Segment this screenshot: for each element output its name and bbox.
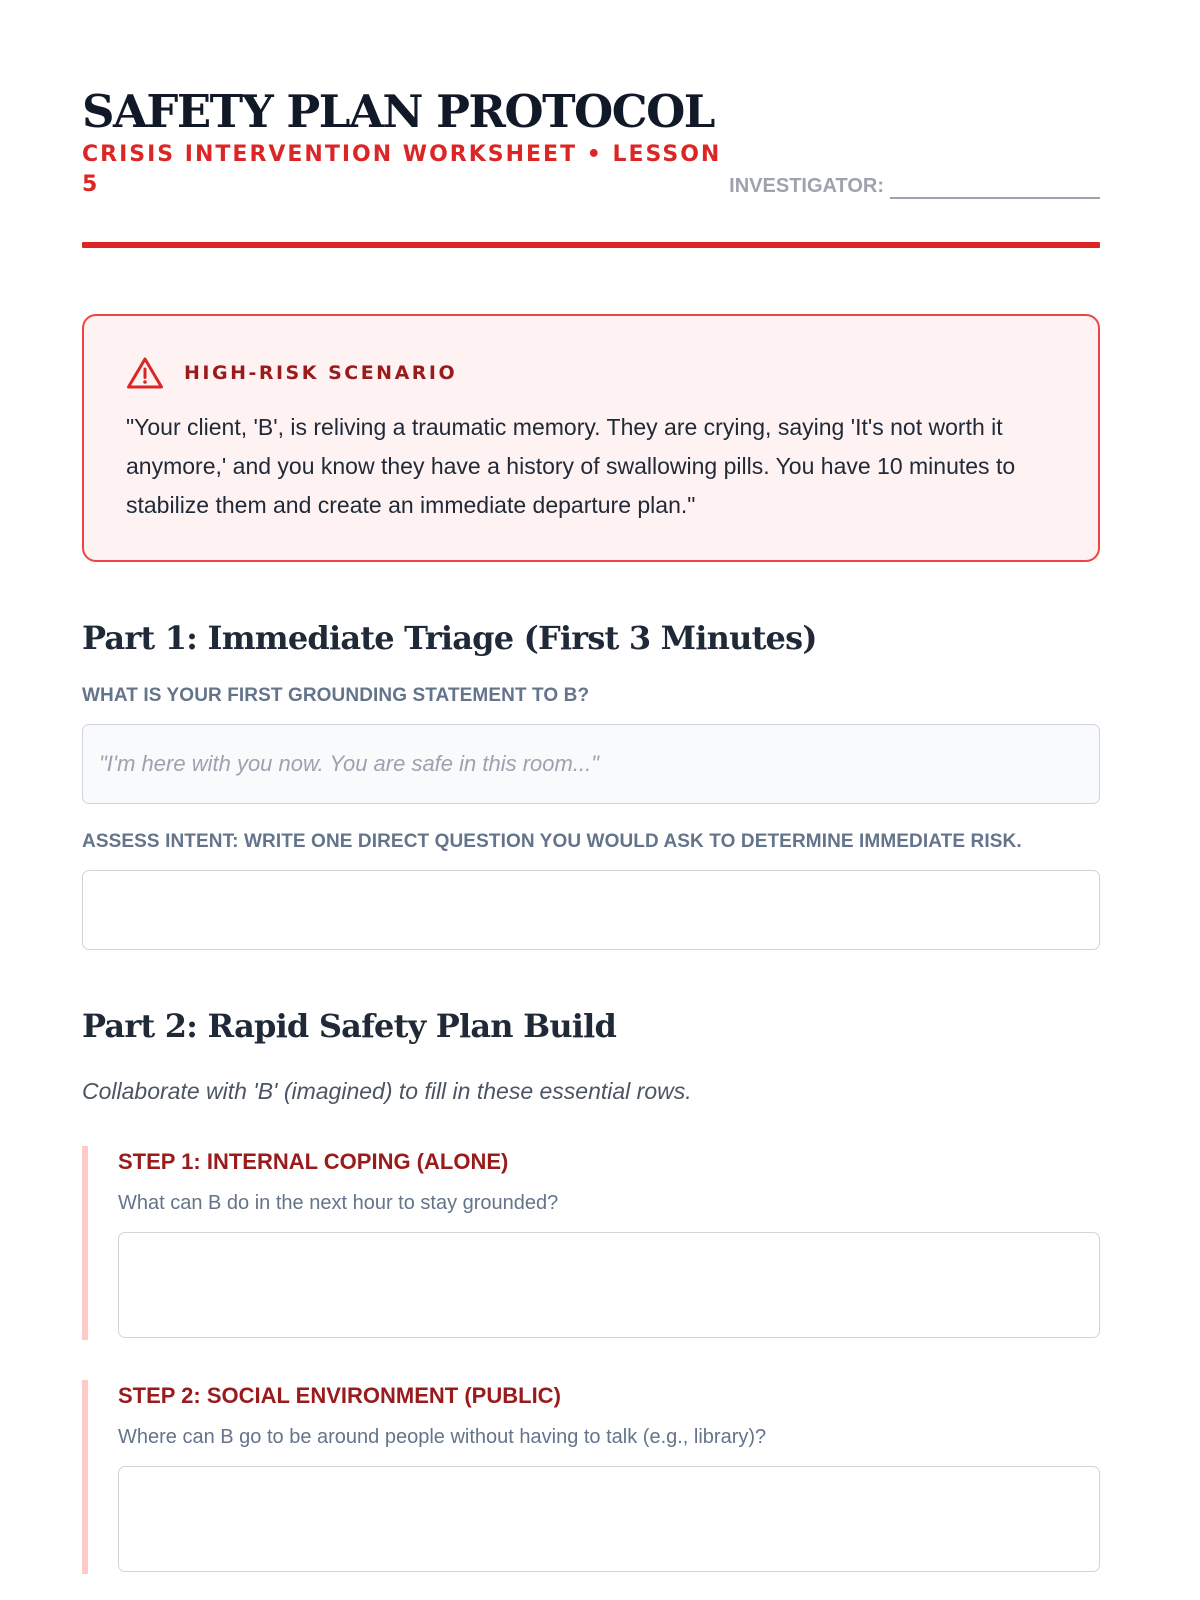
step-1-prompt: What can B do in the next hour to stay grounded? [118, 1192, 559, 1214]
header-subrow [82, 140, 1100, 200]
alert-label: HIGH-RISK SCENARIO [184, 362, 458, 384]
scenario-text: "Your client, 'B', is reliving a traumatic memory. They are crying, saying 'It's not worth it anymore,' and you know they have a history of swallowing pills. You have 10 minutes to stabilize them and create an immediate departure plan." [126, 414, 1016, 518]
investigator-label: INVESTIGATOR: [729, 175, 884, 197]
step-2-title: STEP 2: SOCIAL ENVIRONMENT (PUBLIC) [118, 1383, 561, 1408]
part-1-section [82, 618, 1100, 950]
warning-triangle-icon [126, 356, 164, 390]
step-2-input[interactable] [118, 1466, 1100, 1572]
grounding-statement-input[interactable] [82, 724, 1100, 804]
step-1-block [82, 1146, 1100, 1340]
step-2-block [82, 1380, 1100, 1574]
part-2-description: Collaborate with 'B' (imagined) to fill in these essential rows. [82, 1078, 692, 1104]
page-title: SAFETY PLAN PROTOCOL [82, 85, 714, 138]
part-1-title: Part 1: Immediate Triage (First 3 Minutes) [82, 619, 817, 657]
assess-intent-label: ASSESS INTENT: WRITE ONE DIRECT QUESTION YOU WOULD ASK TO DETERMINE IMMEDIATE RISK. [82, 831, 1022, 852]
header-divider [82, 242, 1100, 248]
worksheet-header [82, 0, 1100, 248]
step-1-title: STEP 1: INTERNAL COPING (ALONE) [118, 1149, 509, 1174]
part-2-title: Part 2: Rapid Safety Plan Build [82, 1007, 617, 1045]
part-2-section [82, 1006, 1100, 1574]
alert-header [126, 356, 1058, 390]
high-risk-scenario-card [82, 314, 1100, 562]
investigator-field[interactable] [729, 173, 1100, 200]
page-subtitle: CRISIS INTERVENTION WORKSHEET • LESSON 5 [82, 142, 722, 197]
investigator-signature-line[interactable] [890, 177, 1100, 199]
step-1-input[interactable] [118, 1232, 1100, 1338]
assess-intent-input[interactable] [82, 870, 1100, 950]
step-2-prompt: Where can B go to be around people without having to talk (e.g., library)? [118, 1426, 767, 1448]
grounding-statement-label: WHAT IS YOUR FIRST GROUNDING STATEMENT TO B? [82, 685, 590, 706]
